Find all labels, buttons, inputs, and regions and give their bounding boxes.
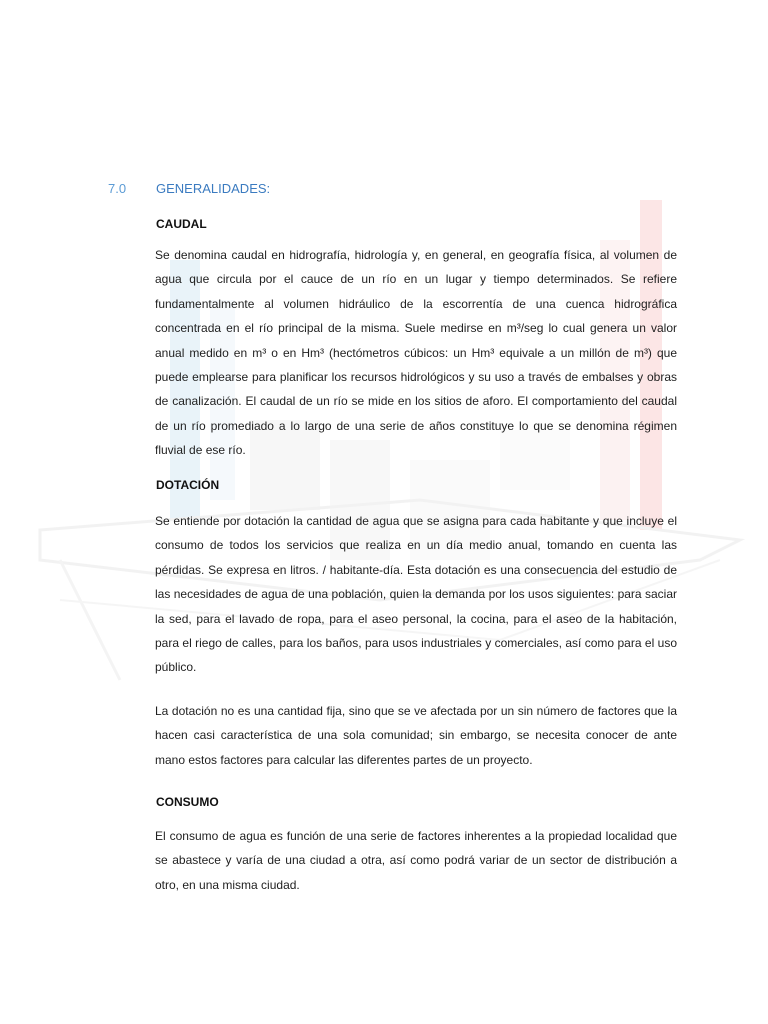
section-title: GENERALIDADES: <box>156 181 271 196</box>
paragraph-caudal: Se denomina caudal en hidrografía, hidrología y, en general, en geografía física, al volumen de agua que circula por el cauce de un río en un lugar y tiempo determinados. Se refiere fundamentalmente al volumen hidráulico de la escorrentía de una cuenca hidrográfica concentrada en el río principal de la misma. Suele medirse en m³/seg lo cual genera un valor anual medido en m³ o en Hm³ (hectómetros cúbicos: un Hm³ equivale a un millón de m³) que puede emplearse para planificar los recursos hidrológicos y su uso a través de embalses y obras de canalización. El caudal de un río se mide en los sitios de aforo. El comportamiento del caudal de un río promediado a lo largo de una serie de años constituye lo que se denomina régimen fluvial de ese río. <box>155 248 677 458</box>
heading-consumo: CONSUMO <box>156 795 219 809</box>
paragraph-dotacion-1: Se entiende por dotación la cantidad de agua que se asigna para cada habitante y que incluye el consumo de todos los servicios que realiza en un día medio anual, tomando en cuenta las pérdidas. Se expresa en litros. / habitante-día. Esta dotación es una consecuencia del estudio de las necesidades de agua de una población, quien la demanda por los usos siguientes: para saciar la sed, para el lavado de ropa, para el aseo personal, la cocina, para el aseo de la habitación, para el riego de calles, para los baños, para usos industriales y comerciales, así como para el uso público. <box>155 514 677 675</box>
section-number: 7.0 <box>108 181 127 196</box>
heading-dotacion: DOTACIÓN <box>156 478 220 492</box>
paragraph-dotacion-2: La dotación no es una cantidad fija, sino que se ve afectada por un sin número de factores que la hacen casi característica de una sola comunidad; sin embargo, se necesita conocer de ante mano estos factores para calcular las diferentes partes de un proyecto. <box>155 704 677 767</box>
paragraph-consumo: El consumo de agua es función de una serie de factores inherentes a la propiedad localidad que se abastece y varía de una ciudad a otra, así como podrá variar de un sector de distribución a otro, en una misma ciudad. <box>155 829 677 892</box>
heading-caudal: CAUDAL <box>156 217 207 231</box>
